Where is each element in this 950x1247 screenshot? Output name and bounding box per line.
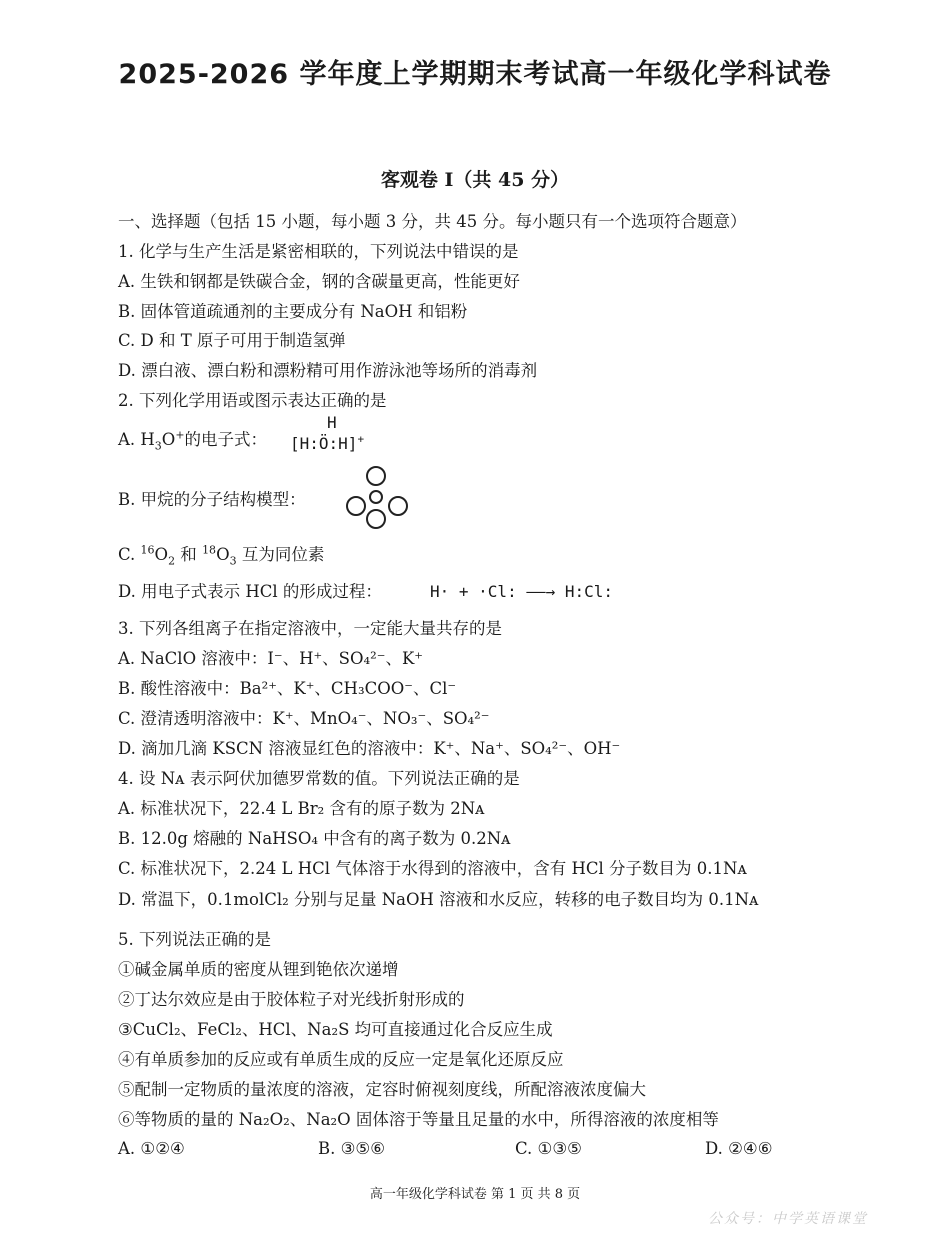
- q4-stem: 4. 设 Nᴀ 表示阿伏加德罗常数的值。下列说法正确的是: [118, 769, 520, 788]
- q1-option-a: A. 生铁和钢都是铁碳合金，钢的含碳量更高，性能更好: [118, 272, 520, 291]
- q4-option-c: C. 标准状况下，2.24 L HCl 气体溶于水得到的溶液中，含有 HCl 分子数目为 0.1Nᴀ: [118, 859, 747, 878]
- hcl-formation-equation: H· + ·Cl: ——→ H:Cl:: [430, 582, 614, 601]
- q5-statement-3: ③CuCl₂、FeCl₂、HCl、Na₂S 均可直接通过化合反应生成: [118, 1020, 553, 1039]
- hydronium-electron-dot: [H:Ö:H]+: [290, 432, 365, 453]
- methane-h-right: [389, 497, 407, 515]
- q2-stem: 2. 下列化学用语或图示表达正确的是: [118, 391, 387, 410]
- methane-ball-model: [340, 464, 420, 530]
- q1-option-c: C. D 和 T 原子可用于制造氢弹: [118, 331, 346, 350]
- methane-h-bottom: [367, 510, 385, 528]
- q5-statement-5: ⑤配制一定物质的量浓度的溶液，定容时俯视刻度线，所配溶液浓度偏大: [118, 1080, 646, 1099]
- q5-option-d: D. ②④⑥: [705, 1139, 773, 1158]
- q3-option-a: A. NaClO 溶液中：I⁻、H⁺、SO₄²⁻、K⁺: [118, 649, 423, 668]
- q3-stem: 3. 下列各组离子在指定溶液中，一定能大量共存的是: [118, 619, 502, 638]
- q5-statement-2: ②丁达尔效应是由于胶体粒子对光线折射形成的: [118, 990, 465, 1009]
- methane-c-center: [370, 491, 382, 503]
- q5-statement-6: ⑥等物质的量的 Na₂O₂、Na₂O 固体溶于等量且足量的水中，所得溶液的浓度相等: [118, 1110, 719, 1129]
- q4-option-d: D. 常温下，0.1molCl₂ 分别与足量 NaOH 溶液和水反应，转移的电子数目均为 0.1Nᴀ: [118, 890, 759, 909]
- q2-option-c: C. $^{16}O_2$ 和 $^{18}O_3$ 互为同位素: [118, 543, 325, 568]
- q2-option-b: B. 甲烷的分子结构模型：: [118, 490, 306, 509]
- page-footer: 高一年级化学科试卷 第 1 页 共 8 页: [369, 1187, 581, 1202]
- q4-option-a: A. 标准状况下，22.4 L Br₂ 含有的原子数为 2Nᴀ: [118, 799, 485, 818]
- q1-option-b: B. 固体管道疏通剂的主要成分有 NaOH 和铝粉: [118, 302, 468, 321]
- q5-statement-4: ④有单质参加的反应或有单质生成的反应一定是氧化还原反应: [118, 1050, 564, 1069]
- methane-h-top: [367, 467, 385, 485]
- methane-h-left: [347, 497, 365, 515]
- hydronium-top-h: H: [327, 413, 337, 432]
- q5-stem: 5. 下列说法正确的是: [118, 930, 271, 949]
- exam-title: 2025-2026 学年度上学期期末考试高一年级化学科试卷: [118, 59, 832, 90]
- q5-option-a: A. ①②④: [118, 1139, 185, 1158]
- q2-option-a: A. $H_3O^+$的电子式：: [118, 428, 268, 453]
- section-title: 客观卷 I（共 45 分）: [380, 169, 570, 191]
- q3-option-d: D. 滴加几滴 KSCN 溶液显红色的溶液中：K⁺、Na⁺、SO₄²⁻、OH⁻: [118, 739, 621, 758]
- q2-option-d: D. 用电子式表示 HCl 的形成过程：: [118, 582, 382, 601]
- q4-option-b: B. 12.0g 熔融的 NaHSO₄ 中含有的离子数为 0.2Nᴀ: [118, 829, 511, 848]
- q1-stem: 1. 化学与生产生活是紧密相联的，下列说法中错误的是: [118, 242, 519, 261]
- q5-statement-1: ①碱金属单质的密度从锂到铯依次递增: [118, 960, 399, 979]
- q5-option-b: B. ③⑤⑥: [318, 1139, 385, 1158]
- q3-option-b: B. 酸性溶液中：Ba²⁺、K⁺、CH₃COO⁻、Cl⁻: [118, 679, 457, 698]
- q5-option-c: C. ①③⑤: [515, 1139, 582, 1158]
- q3-option-c: C. 澄清透明溶液中：K⁺、MnO₄⁻、NO₃⁻、SO₄²⁻: [118, 709, 490, 728]
- watermark: 公众号：中学英语课堂: [708, 1211, 868, 1227]
- instructions: 一、选择题（包括 15 小题，每小题 3 分，共 45 分。每小题只有一个选项符合题意）: [118, 212, 747, 231]
- q1-option-d: D. 漂白液、漂白粉和漂粉精可用作游泳池等场所的消毒剂: [118, 361, 538, 380]
